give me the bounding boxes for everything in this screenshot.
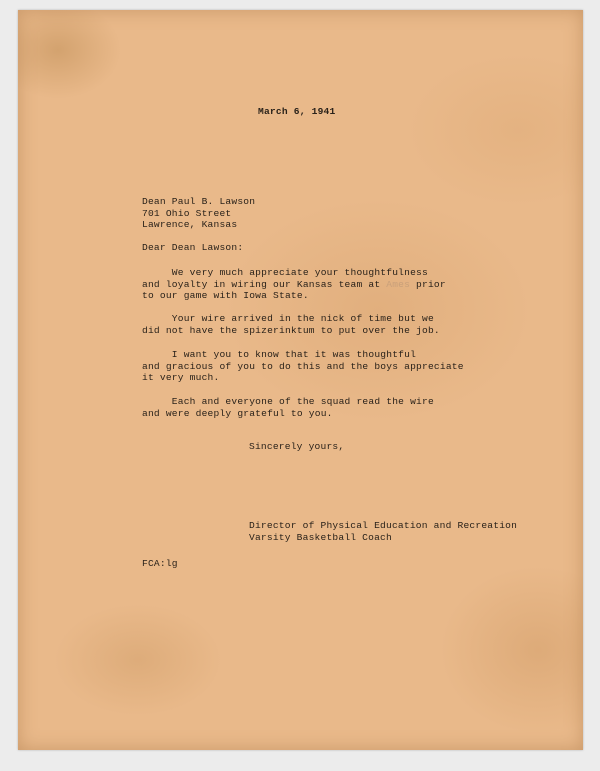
- paragraph-3-line-2: and gracious of you to do this and the boys appreciate: [142, 360, 464, 372]
- paragraph-3-line-3: it very much.: [142, 372, 220, 383]
- recipient-city: Lawrence, Kansas: [142, 219, 238, 230]
- paragraph-1-line-1: We very much appreciate your thoughtfulness: [142, 267, 428, 278]
- paragraph-1-line-2b: prior: [410, 278, 446, 290]
- recipient-name: Dean Paul B. Lawson: [142, 196, 256, 207]
- recipient-street: 701 Ohio Street: [142, 207, 232, 219]
- paragraph-2: [142, 313, 440, 336]
- paragraph-4-line-2: and were deeply grateful to you.: [142, 407, 333, 419]
- signature-block: [249, 520, 517, 543]
- paragraph-4-line-1: Each and everyone of the squad read the wire: [142, 396, 434, 407]
- letter-date: March 6, 1941: [258, 106, 336, 117]
- closing: Sincerely yours,: [249, 441, 345, 452]
- paragraph-1-line-3: to our game with Iowa State.: [142, 290, 309, 301]
- paragraph-4: [142, 396, 434, 419]
- letter-page: [18, 10, 583, 750]
- paragraph-1: [142, 267, 446, 302]
- signature-title-1: Director of Physical Education and Recreation: [249, 520, 518, 531]
- salutation: Dear Dean Lawson:: [142, 242, 244, 253]
- faded-word: Ames: [386, 278, 411, 290]
- paragraph-2-line-1: Your wire arrived in the nick of time but we: [142, 313, 434, 324]
- paragraph-3: [142, 349, 464, 384]
- paragraph-3-line-1: I want you to know that it was thoughtful: [142, 349, 417, 360]
- paragraph-1-line-2: [142, 279, 446, 291]
- recipient-address: [142, 196, 255, 231]
- signature-title-2: Varsity Basketball Coach: [249, 531, 392, 543]
- typist-initials: FCA:lg: [142, 558, 178, 569]
- paragraph-1-line-2a: and loyalty in wiring our Kansas team at: [142, 278, 387, 290]
- paragraph-2-line-2: did not have the spizerinktum to put over the job.: [142, 324, 440, 336]
